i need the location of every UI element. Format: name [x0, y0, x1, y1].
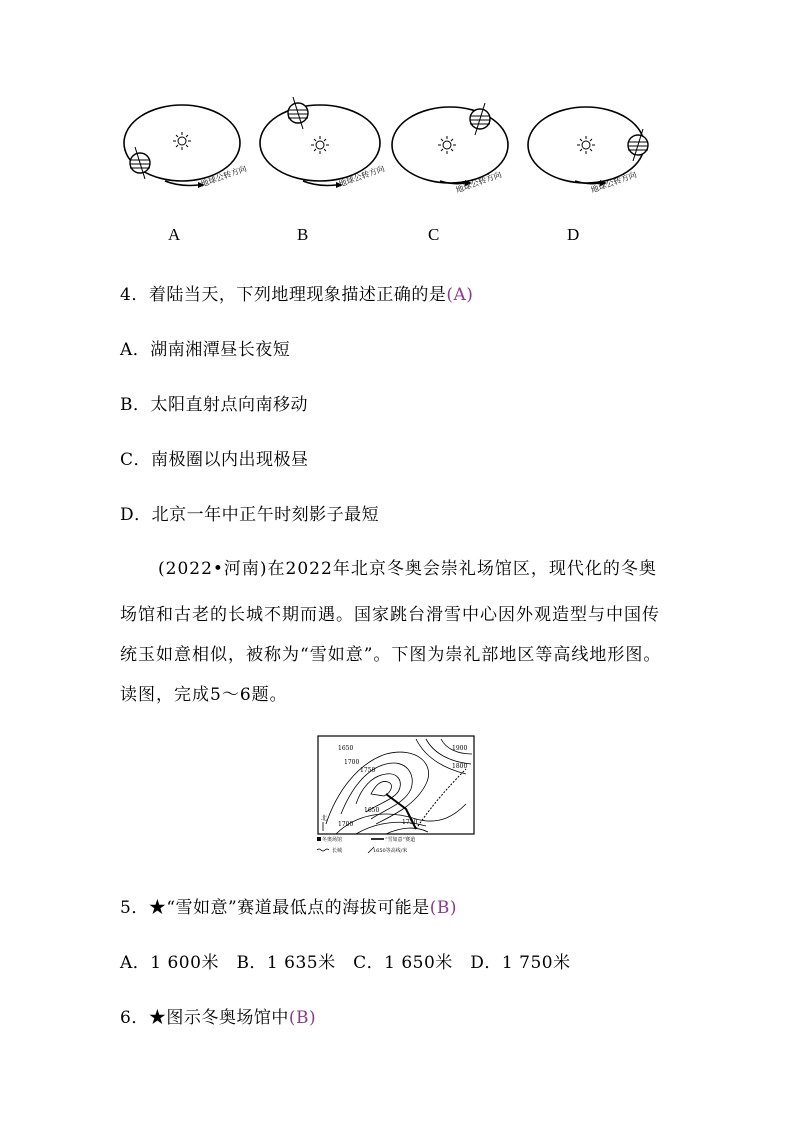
option-label-b: B — [297, 225, 309, 244]
orbit-d-direction-label: 地球公转方向 — [589, 170, 638, 195]
q5-options: A．1 600米 B．1 635米 C．1 650米 D．1 750米 — [120, 953, 571, 973]
q4-option-d: D．北京一年中正午时刻影子最短 — [120, 505, 380, 525]
contour-value-1650-b: 1650 — [364, 807, 380, 814]
orbit-c — [392, 103, 508, 195]
q6-stem: 6．★图示冬奥场馆中 — [120, 1008, 289, 1028]
q4-answer: A — [453, 285, 467, 305]
passage-line-4: 读图，完成5～6题。 — [120, 685, 288, 705]
legend-contour: 1650等高线/米 — [373, 848, 408, 854]
legend-venue: 冬奥场馆 — [322, 837, 343, 843]
orbit-b-direction-label: 地球公转方向 — [337, 164, 386, 189]
earth-icon — [470, 103, 490, 135]
contour-value-1700: 1700 — [344, 759, 360, 766]
legend-wall: 长城 — [332, 848, 343, 854]
q4-option-c: C．南极圈以内出现极昼 — [120, 450, 309, 470]
q5-answer: B — [436, 898, 450, 918]
contour-value-1700-b: 1700 — [338, 821, 354, 828]
earth-icon — [628, 129, 648, 161]
earth-icon — [288, 97, 308, 129]
contour-map — [316, 734, 476, 862]
orbit-d — [528, 107, 648, 195]
sun-icon — [438, 136, 456, 154]
contour-value-1750-b: 1750 — [402, 819, 418, 826]
contour-value-1800: 1800 — [452, 763, 468, 770]
contour-value-1750: 1750 — [360, 767, 376, 774]
q5-stem: 5．★“雪如意”赛道最低点的海拔可能是 — [120, 898, 430, 918]
orbit-c-direction-label: 地球公转方向 — [454, 170, 503, 195]
orbit-diagrams — [110, 95, 670, 205]
passage-line-1: (2022•河南)在2022年北京冬奥会崇礼场馆区，现代化的冬奥 — [158, 559, 657, 579]
passage-line-2: 场馆和古老的长城不期而遇。国家跳台滑雪中心因外观造型与中国传 — [120, 605, 660, 625]
q6-stem-line: 6．★图示冬奥场馆中(B) — [120, 1008, 317, 1028]
q5-stem-line: 5．★“雪如意”赛道最低点的海拔可能是(B) — [120, 898, 457, 918]
sun-icon — [311, 136, 329, 154]
orbit-a — [124, 105, 248, 189]
q4-option-b: B．太阳直射点向南移动 — [120, 395, 308, 415]
contour-value-1900: 1900 — [452, 745, 468, 752]
north-label: 北 — [321, 815, 328, 822]
sun-icon — [577, 136, 595, 154]
orbit-b — [260, 97, 386, 189]
contour-value-1650: 1650 — [338, 745, 354, 752]
option-label-a: A — [168, 225, 181, 244]
q4-option-a: A．湖南湘潭昼长夜短 — [120, 340, 291, 360]
q6-answer: B — [295, 1008, 309, 1028]
option-label-c: C — [428, 225, 440, 244]
sun-icon — [173, 132, 191, 150]
q4-stem: 4．着陆当天，下列地理现象描述正确的是 — [120, 285, 447, 305]
orbit-a-direction-label: 地球公转方向 — [199, 164, 248, 189]
passage-line-3: 统玉如意相似，被称为“雪如意”。下图为崇礼部地区等高线地形图。 — [120, 645, 662, 665]
option-label-d: D — [567, 225, 580, 244]
q4-stem-line: 4．着陆当天，下列地理现象描述正确的是(A) — [120, 285, 474, 305]
legend-track: “雪如意”赛道 — [385, 837, 416, 843]
